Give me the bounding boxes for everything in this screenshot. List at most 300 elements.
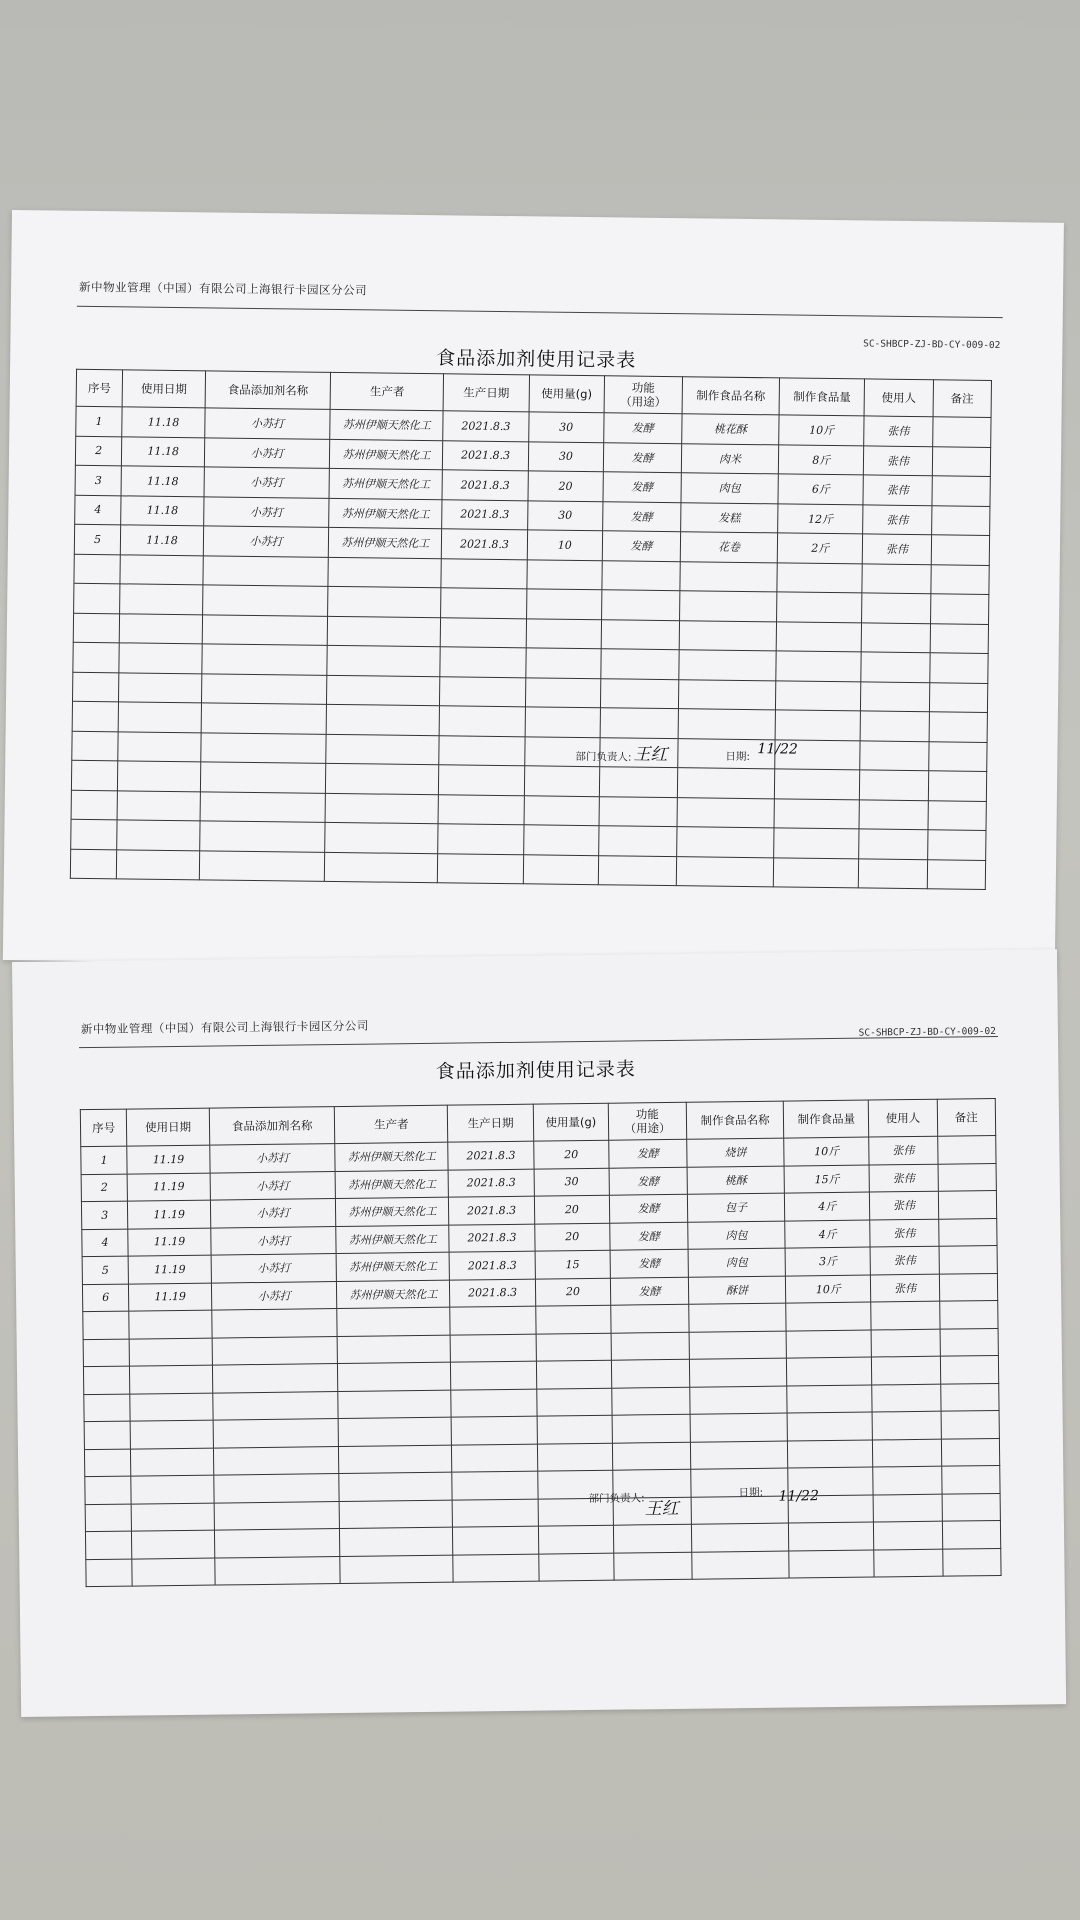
- empty-cell: [214, 1529, 340, 1558]
- column-header: 生产者: [330, 372, 444, 410]
- empty-cell: [928, 771, 987, 801]
- table-cell: 苏州伊顺天然化工: [330, 439, 444, 470]
- empty-cell: [73, 613, 120, 643]
- empty-cell: [942, 1493, 1001, 1521]
- empty-cell: [872, 1411, 940, 1439]
- document-code: SC-SHBCP-ZJ-BD-CY-009-02: [858, 1025, 996, 1039]
- empty-cell: [340, 1555, 453, 1584]
- empty-cell: [789, 1550, 875, 1579]
- table-cell: 张伟: [869, 1136, 937, 1164]
- table-cell: 发酵: [603, 442, 681, 472]
- empty-cell: [600, 708, 678, 738]
- empty-cell: [612, 1414, 690, 1442]
- empty-cell: [200, 791, 326, 822]
- empty-cell: [774, 798, 860, 829]
- empty-cell: [131, 1503, 214, 1532]
- empty-cell: [339, 1472, 452, 1501]
- empty-cell: [526, 589, 602, 619]
- column-header: 功能 （用途）: [604, 376, 682, 414]
- table-cell: 发酵: [610, 1249, 688, 1277]
- table-cell: 张伟: [863, 475, 931, 505]
- table-cell: 张伟: [869, 1164, 937, 1192]
- empty-cell: [213, 1391, 339, 1420]
- empty-cell: [526, 618, 602, 648]
- empty-cell: [212, 1309, 338, 1338]
- empty-cell: [72, 701, 119, 731]
- empty-cell: [451, 1389, 537, 1418]
- table-cell: 苏州伊顺天然化工: [335, 1170, 448, 1199]
- empty-cell: [327, 675, 441, 706]
- empty-cell: [612, 1387, 690, 1415]
- empty-cell: [203, 555, 329, 586]
- empty-cell: [862, 593, 930, 623]
- empty-cell: [117, 820, 200, 851]
- empty-cell: [874, 1521, 942, 1549]
- empty-cell: [338, 1417, 451, 1446]
- table-cell: 20: [534, 1223, 610, 1251]
- empty-cell: [131, 1448, 214, 1477]
- empty-cell: [538, 1525, 614, 1553]
- table-cell: 20: [528, 471, 604, 501]
- empty-cell: [524, 795, 600, 825]
- empty-cell: [523, 825, 599, 855]
- table-cell: 肉包: [681, 473, 779, 504]
- table-cell: 发酵: [603, 501, 681, 531]
- table-cell: 肉米: [681, 443, 779, 474]
- table-cell: 发酵: [610, 1277, 688, 1305]
- column-header: 使用量(g): [533, 1103, 609, 1141]
- manager-signature: 王红: [633, 744, 668, 766]
- table-cell: 小苏打: [210, 1199, 336, 1228]
- empty-cell: [601, 649, 679, 679]
- empty-cell: [130, 1393, 213, 1422]
- table-cell: 4: [75, 495, 122, 525]
- empty-cell: [338, 1390, 451, 1419]
- empty-cell: [328, 586, 442, 617]
- empty-cell: [451, 1334, 537, 1363]
- table-cell: 3: [81, 1201, 128, 1229]
- table-cell: 小苏打: [205, 408, 331, 439]
- empty-cell: [200, 762, 326, 793]
- empty-cell: [71, 760, 118, 790]
- table-cell: 11.18: [121, 495, 204, 526]
- empty-cell: [536, 1360, 612, 1388]
- empty-cell: [340, 1527, 453, 1556]
- table-cell: 15: [535, 1250, 611, 1278]
- empty-cell: [326, 734, 440, 765]
- table-cell: 发酵: [609, 1139, 687, 1167]
- table-cell: 20: [535, 1278, 611, 1306]
- column-header: 制作食品名称: [686, 1101, 784, 1139]
- date-value: 11/22: [757, 741, 798, 758]
- empty-cell: [861, 652, 929, 682]
- table-cell: 20: [533, 1140, 609, 1168]
- empty-cell: [775, 710, 861, 741]
- empty-cell: [120, 554, 203, 585]
- empty-cell: [525, 707, 601, 737]
- column-header: 生产者: [335, 1105, 449, 1143]
- table-cell: 张伟: [863, 504, 931, 534]
- table-cell: [931, 505, 990, 535]
- empty-cell: [680, 561, 778, 592]
- empty-cell: [451, 1361, 537, 1390]
- table-cell: 小苏打: [211, 1281, 337, 1310]
- column-header: 使用日期: [122, 370, 205, 408]
- empty-cell: [212, 1364, 338, 1393]
- additive-record-table: [70, 369, 992, 890]
- empty-cell: [941, 1465, 1000, 1493]
- empty-cell: [438, 794, 524, 825]
- empty-cell: [929, 653, 988, 683]
- empty-cell: [129, 1338, 212, 1367]
- empty-cell: [131, 1475, 214, 1504]
- sheet-title: 食品添加剂使用记录表: [435, 1058, 636, 1083]
- table-cell: 张伟: [863, 534, 931, 564]
- date-label: 日期:: [738, 1486, 764, 1500]
- empty-cell: [440, 676, 526, 707]
- empty-cell: [602, 560, 680, 590]
- empty-cell: [599, 767, 677, 797]
- empty-cell: [212, 1336, 338, 1365]
- empty-cell: [538, 1553, 614, 1581]
- table-cell: 4斤: [785, 1220, 871, 1249]
- empty-cell: [453, 1526, 539, 1555]
- additive-record-table: [80, 1098, 1002, 1587]
- empty-cell: [787, 1357, 873, 1386]
- empty-cell: [677, 768, 775, 799]
- table-cell: 小苏打: [210, 1144, 336, 1173]
- empty-cell: [859, 799, 927, 829]
- empty-cell: [74, 554, 121, 584]
- empty-cell: [327, 616, 441, 647]
- empty-cell: [873, 1439, 941, 1467]
- empty-cell: [775, 769, 861, 800]
- empty-cell: [119, 643, 202, 674]
- document-code: SC-SHBCP-ZJ-BD-CY-009-02: [863, 338, 1001, 352]
- empty-cell: [523, 854, 599, 884]
- empty-cell: [611, 1332, 689, 1360]
- table-cell: 2: [75, 436, 122, 466]
- table-cell: 发酵: [610, 1222, 688, 1250]
- empty-cell: [84, 1394, 131, 1422]
- empty-cell: [860, 740, 928, 770]
- table-cell: 小苏打: [203, 526, 329, 557]
- empty-cell: [213, 1419, 339, 1448]
- empty-cell: [325, 852, 439, 883]
- date-label: 日期:: [725, 750, 750, 764]
- table-cell: 8斤: [779, 444, 865, 475]
- empty-cell: [689, 1331, 787, 1360]
- empty-cell: [439, 765, 525, 796]
- empty-cell: [611, 1359, 689, 1387]
- empty-cell: [612, 1442, 690, 1470]
- empty-cell: [440, 706, 526, 737]
- table-cell: 11.18: [121, 466, 204, 497]
- table-cell: 6: [82, 1284, 129, 1312]
- table-cell: 1: [81, 1146, 128, 1174]
- empty-cell: [84, 1421, 131, 1449]
- table-cell: 11.18: [122, 436, 205, 467]
- empty-cell: [928, 800, 987, 830]
- table-cell: 3: [75, 465, 122, 495]
- table-cell: 张伟: [864, 445, 932, 475]
- empty-cell: [201, 673, 327, 704]
- table-cell: 10斤: [784, 1137, 870, 1166]
- table-cell: 苏州伊顺天然化工: [335, 1142, 448, 1171]
- empty-cell: [689, 1358, 787, 1387]
- table-cell: 小苏打: [204, 437, 330, 468]
- table-cell: 2021.8.3: [442, 470, 528, 501]
- empty-cell: [690, 1413, 788, 1442]
- empty-cell: [441, 558, 527, 589]
- table-cell: 苏州伊顺天然化工: [329, 498, 443, 529]
- empty-cell: [598, 855, 676, 885]
- table-cell: 张伟: [870, 1246, 938, 1274]
- table-cell: 10斤: [786, 1275, 872, 1304]
- table-cell: [937, 1135, 996, 1163]
- header-rule: [77, 306, 1003, 318]
- empty-cell: [450, 1306, 536, 1335]
- empty-cell: [777, 592, 863, 623]
- empty-cell: [787, 1412, 873, 1441]
- table-cell: 11.19: [127, 1145, 210, 1174]
- empty-cell: [117, 849, 200, 880]
- table-cell: 发酵: [609, 1194, 687, 1222]
- record-sheet-1: [3, 210, 1064, 973]
- column-header: 功能 （用途）: [608, 1102, 686, 1140]
- empty-cell: [201, 703, 327, 734]
- empty-cell: [452, 1444, 538, 1473]
- empty-cell: [689, 1303, 787, 1332]
- table-cell: 苏州伊顺天然化工: [336, 1197, 449, 1226]
- table-cell: [931, 535, 990, 565]
- empty-cell: [599, 826, 677, 856]
- empty-cell: [537, 1443, 613, 1471]
- empty-cell: [929, 682, 988, 712]
- empty-cell: [525, 677, 601, 707]
- empty-cell: [872, 1356, 940, 1384]
- table-cell: 11.19: [128, 1228, 211, 1257]
- column-header: 使用人: [864, 379, 933, 417]
- table-cell: 11.18: [122, 407, 205, 438]
- table-cell: 发糕: [681, 502, 779, 533]
- empty-cell: [537, 1415, 613, 1443]
- empty-cell: [788, 1440, 874, 1469]
- empty-cell: [119, 672, 202, 703]
- empty-cell: [942, 1520, 1001, 1548]
- table-cell: 发酵: [602, 531, 680, 561]
- table-cell: 2斤: [777, 533, 863, 564]
- empty-cell: [874, 1549, 942, 1577]
- empty-cell: [438, 853, 524, 884]
- sheet-title: 食品添加剂使用记录表: [436, 347, 637, 372]
- empty-cell: [776, 680, 862, 711]
- table-cell: 小苏打: [211, 1254, 337, 1283]
- empty-cell: [862, 563, 930, 593]
- table-cell: 小苏打: [211, 1226, 337, 1255]
- empty-cell: [535, 1305, 611, 1333]
- empty-cell: [129, 1310, 212, 1339]
- empty-cell: [441, 617, 527, 648]
- table-cell: 11.19: [128, 1200, 211, 1229]
- column-header: 备注: [937, 1098, 996, 1136]
- table-cell: [931, 476, 990, 506]
- table-cell: 2021.8.3: [450, 1251, 536, 1280]
- empty-cell: [130, 1420, 213, 1449]
- empty-cell: [214, 1474, 340, 1503]
- empty-cell: [860, 770, 928, 800]
- manager-label: 部门负责人:: [575, 750, 632, 764]
- empty-cell: [679, 620, 777, 651]
- empty-cell: [441, 588, 527, 619]
- table-cell: 张伟: [871, 1274, 939, 1302]
- column-header: 生产日期: [448, 1104, 534, 1142]
- empty-cell: [326, 704, 440, 735]
- empty-cell: [118, 761, 201, 792]
- column-header: 食品添加剂名称: [205, 371, 331, 410]
- column-header: 使用人: [869, 1099, 938, 1137]
- table-cell: 30: [528, 412, 604, 442]
- table-cell: [938, 1190, 997, 1218]
- table-cell: 苏州伊顺天然化工: [329, 527, 443, 558]
- empty-cell: [70, 849, 117, 879]
- table-cell: [932, 417, 991, 447]
- empty-cell: [327, 645, 441, 676]
- empty-cell: [83, 1339, 130, 1367]
- table-cell: 小苏打: [204, 496, 330, 527]
- table-cell: 5: [82, 1256, 129, 1284]
- manager-signature: 王红: [644, 1498, 679, 1520]
- empty-cell: [679, 650, 777, 681]
- empty-cell: [677, 797, 775, 828]
- empty-cell: [536, 1333, 612, 1361]
- table-cell: 11.19: [127, 1173, 210, 1202]
- table-cell: 11.19: [129, 1283, 212, 1312]
- company-name: 新中物业管理（中国）有限公司上海银行卡园区分公司: [80, 1018, 369, 1037]
- empty-cell: [601, 678, 679, 708]
- table-cell: 酥饼: [688, 1276, 786, 1305]
- empty-cell: [203, 585, 329, 616]
- table-cell: 2021.8.3: [450, 1279, 536, 1308]
- empty-cell: [118, 702, 201, 733]
- table-cell: [938, 1218, 997, 1246]
- empty-cell: [72, 731, 119, 761]
- empty-cell: [325, 793, 439, 824]
- empty-cell: [776, 651, 862, 682]
- empty-cell: [873, 1466, 941, 1494]
- empty-cell: [86, 1559, 133, 1587]
- table-cell: 桃酥: [687, 1166, 785, 1195]
- empty-cell: [525, 648, 601, 678]
- table-cell: 发酵: [603, 472, 681, 502]
- empty-cell: [325, 822, 439, 853]
- empty-cell: [438, 824, 524, 855]
- table-cell: 2021.8.3: [448, 1141, 534, 1170]
- empty-cell: [200, 821, 326, 852]
- empty-cell: [614, 1552, 692, 1580]
- empty-cell: [941, 1438, 1000, 1466]
- table-cell: 肉包: [688, 1221, 786, 1250]
- empty-cell: [940, 1383, 999, 1411]
- empty-cell: [73, 642, 120, 672]
- empty-cell: [678, 709, 776, 740]
- empty-cell: [326, 763, 440, 794]
- empty-cell: [119, 613, 202, 644]
- empty-cell: [117, 790, 200, 821]
- empty-cell: [74, 583, 121, 613]
- table-cell: 10斤: [779, 415, 865, 446]
- table-cell: 2: [81, 1174, 128, 1202]
- empty-cell: [536, 1388, 612, 1416]
- empty-cell: [777, 562, 863, 593]
- column-header: 生产日期: [444, 374, 530, 412]
- table-cell: 小苏打: [210, 1171, 336, 1200]
- empty-cell: [928, 741, 987, 771]
- empty-cell: [85, 1476, 132, 1504]
- empty-cell: [930, 623, 989, 653]
- table-cell: 花卷: [680, 532, 778, 563]
- empty-cell: [602, 590, 680, 620]
- empty-cell: [84, 1449, 131, 1477]
- table-cell: 10: [527, 530, 603, 560]
- empty-cell: [439, 735, 525, 766]
- empty-cell: [927, 859, 986, 889]
- table-cell: 发酵: [604, 413, 682, 443]
- empty-cell: [871, 1301, 939, 1329]
- table-cell: 3斤: [785, 1247, 871, 1276]
- empty-cell: [337, 1335, 450, 1364]
- empty-cell: [862, 622, 930, 652]
- empty-cell: [613, 1524, 691, 1552]
- empty-cell: [132, 1558, 215, 1587]
- table-cell: [932, 446, 991, 476]
- empty-cell: [338, 1362, 451, 1391]
- table-cell: 张伟: [864, 416, 932, 446]
- table-cell: 2021.8.3: [443, 411, 529, 442]
- empty-cell: [214, 1501, 340, 1530]
- empty-cell: [676, 856, 774, 887]
- table-cell: 张伟: [870, 1219, 938, 1247]
- table-cell: 发酵: [609, 1167, 687, 1195]
- empty-cell: [786, 1302, 872, 1331]
- empty-cell: [452, 1416, 538, 1445]
- table-cell: [939, 1245, 998, 1273]
- table-cell: [938, 1163, 997, 1191]
- empty-cell: [940, 1328, 999, 1356]
- table-cell: 桃花酥: [682, 414, 780, 445]
- table-cell: [939, 1273, 998, 1301]
- empty-cell: [202, 644, 328, 675]
- record-sheet-2: [12, 949, 1066, 1717]
- table-cell: 30: [528, 441, 604, 471]
- table-cell: 2021.8.3: [443, 440, 529, 471]
- table-cell: 1: [76, 406, 123, 436]
- table-cell: 小苏打: [204, 467, 330, 498]
- empty-cell: [692, 1551, 790, 1580]
- table-cell: 11.19: [128, 1255, 211, 1284]
- table-cell: 20: [534, 1195, 610, 1223]
- table-cell: 2021.8.3: [449, 1169, 535, 1198]
- empty-cell: [787, 1385, 873, 1414]
- empty-cell: [861, 681, 929, 711]
- empty-cell: [213, 1446, 339, 1475]
- table-cell: 2021.8.3: [442, 529, 528, 560]
- empty-cell: [339, 1445, 452, 1474]
- empty-cell: [691, 1523, 789, 1552]
- table-cell: 苏州伊顺天然化工: [337, 1280, 450, 1309]
- empty-cell: [599, 796, 677, 826]
- table-cell: 2021.8.3: [449, 1224, 535, 1253]
